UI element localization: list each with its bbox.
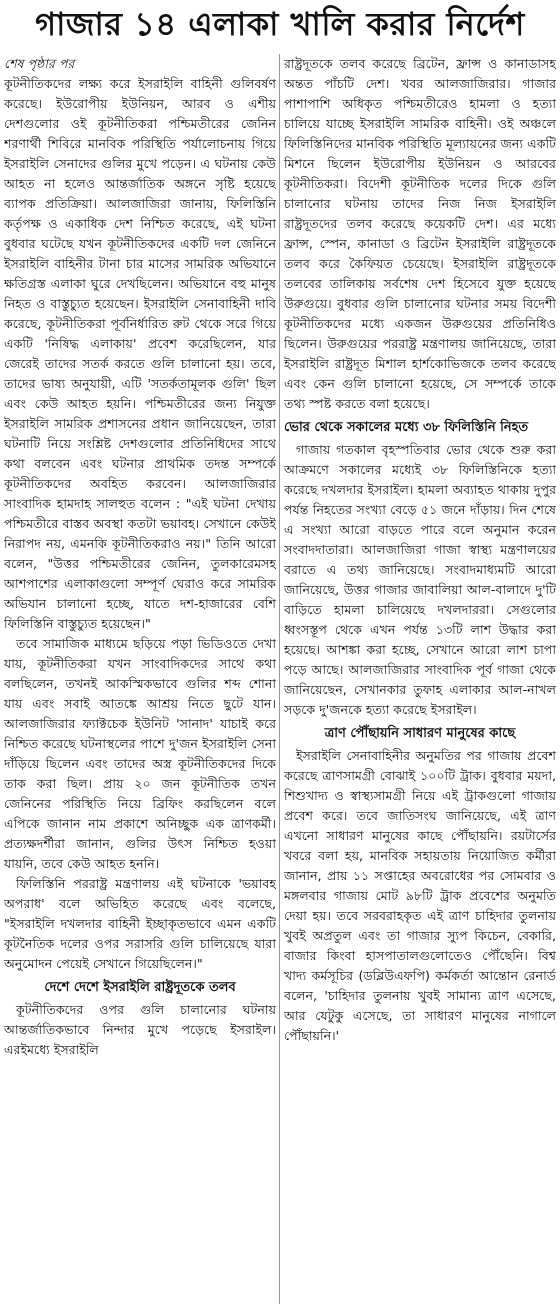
kicker: শেষ পৃষ্ঠার পর <box>4 56 75 71</box>
column-divider <box>279 54 280 1304</box>
subheading-aid-not-reached: ত্রাণ পৌঁছায়নি সাধারণ মানুষের কাছে <box>324 726 516 741</box>
article-paragraph: তবে সামাজিক মাধ্যমে ছড়িয়ে পড়া ভিডিওতে দেখা যায়, কূটনীতিকরা যখন সাংবাদিকদের সাথে কথা বলছিলেন, তখনই আকস্মিকভাবে গুলির শব্দ শোনা যায় এবং সবাই আতঙ্কে আশ্রয় নিতে ছুটে যান। আলজাজিরার ফ্যাক্টচেক ইউনিট 'সানাদ' যাচাই করে নিশ্চিত করেছে ঘটনাস্থলের পাশে দু'জন ইসরাইলি সেনা দাঁড়িয়ে ছিলেন এবং তাদের অস্ত্র কূটনীতিকদের দিকে তাক করা ছিল। প্রায় ২০ জন কূটনীতিক তখন জেনিনের পরিস্থিতি নিয়ে ব্রিফিং করছিলেন বলে এপিকে জানান নাম প্রকাশে অনিচ্ছুক এক ত্রাণকর্মী। প্রত্যক্ষদর্শীরা জানান, গুলির উৎস নিশ্চিত হওয়া যায়নি, তবে কেউ আহত হননি। <box>4 636 276 871</box>
article-paragraph: কূটনীতিকদের লক্ষ্য করে ইসরাইলি বাহিনী গুলিবর্ষণ করেছে। ইউরোপীয় ইউনিয়ন, আরব ও এশীয় দেশগুলোর ওই কূটনীতিকরা পশ্চিমতীরের জেনিন শরণার্থী শিবিরে মানবিক পরিস্থিতি পর্যালোচনায় গিয়ে ইসরাইলি সেনাদের গুলির মুখে পড়েন। এ ঘটনায় কেউ আহত না হলেও আন্তর্জাতিক অঙ্গনে সৃষ্টি হয়েছে ব্যাপক প্রতিক্রিয়া। আলজাজিরা জানায়, ফিলিস্তিনি কর্তৃপক্ষ ও একাধিক দেশ নিশ্চিত করেছে, এই ঘটনা বুধবার ঘটেছে যখন কূটনীতিকদের একটি দল জেনিনে ইসরাইলি বাহিনীর টানা চার মাসের সামরিক অভিযানে ক্ষতিগ্রস্ত এলাকা ঘুরে দেখছিলেন। অভিযানে বহু মানুষ নিহত ও বাস্তুচ্যুত হয়েছেন। ইসরাইলি সেনাবাহিনী দাবি করেছে, কূটনীতিকরা পূর্বনির্ধারিত রুট থেকে সরে গিয়ে একটি 'নিষিদ্ধ এলাকায়' প্রবেশ করেছিলেন, যার জেরেই তাদের সতর্ক করতে গুলি চালানো হয়। তবে, তাদের ভাষ্য অনুযায়ী, এটি 'সতর্কতামূলক গুলি' ছিল এবং কেউ আহত হয়নি। পশ্চিমতীরের জন্য নিযুক্ত ইসরাইলি সামরিক প্রশাসনের প্রধান জানিয়েছেন, তারা ঘটনাটি নিয়ে সংশ্লিষ্ট দেশগুলোর প্রতিনিধিদের সাথে কথা বলবেন এবং ঘটনার প্রাথমিক তদন্ত সম্পর্কে কূটনীতিকদের অবহিত করবেন। আলজাজিরার সাংবাদিক হামদাহ সালহুত বলেন : "এই ঘটনা দেখায় পশ্চিমতীরে বাস্তব অবস্থা কতটা ভয়াবহ। সেখানে কেউই নিরাপদ নয়, এমনকি কূটনীতিকরাও নয়।" তিনি আরো বলেন, "উত্তর পশ্চিমতীরের জেনিন, তুলকারেমসহ আশপাশের এলাকাগুলো সম্পূর্ণ ঘেরাও করে সামরিক অভিযান চালানো হচ্ছে, যাতে দশ-হাজারের বেশি ফিলিস্তিনি বাস্তুচ্যুত হয়েছেন।" <box>4 76 276 631</box>
article-paragraph: রাষ্ট্রদূতকে তলব করেছে ব্রিটেন, ফ্রান্স ও কানাডাসহ অন্তত পাঁচটি দেশ। খবর আলজাজিরার। গাজার পাশাপাশি অধিকৃত পশ্চিমতীরেও হামলা ও হত্যা চালিয়ে যাচ্ছে ইসরাইলি সামরিক বাহিনী। ওই অঞ্চলে ফিলিস্তিনিদের মানবিক পরিস্থিতি মূল্যায়নের জন্য একটি মিশনে ছিলেন ইউরোপীয় ইউনিয়ন ও আরবের কূটনীতিকরা। বিদেশী কূটনীতিক দলের দিকে গুলি চালানোর ঘটনায় তাদের নিজ নিজ ইসরাইলি রাষ্ট্রদূতদের তলব করেছে কয়েকটি দেশ। এর মধ্যে ফ্রান্স, স্পেন, কানাডা ও ব্রিটেন ইসরাইলি রাষ্ট্রদূতকে তলব করে কৈফিয়ত চেয়েছে। ইসরাইলি রাষ্ট্রদূতকে তলবের তালিকায় সর্বশেষ দেশ হিসেবে যুক্ত হয়েছে উরুগুয়ে। বুধবার গুলি চালানোর ঘটনার সময় বিদেশী কূটনীতিকদের মধ্যে একজন উরুগুয়ের প্রতিনিধিও ছিলেন। উরুগুয়ের পররাষ্ট্র মন্ত্রণালয় জানিয়েছে, তারা ইসরাইলি রাষ্ট্রদূত মিশাল হার্শকোভিজকে তলব করেছে এবং কেন গুলি চালানো হয়েছে, সে সম্পর্কে তাকে তথ্য স্পষ্ট করতে বলা হয়েছে। <box>284 56 556 411</box>
article-paragraph: গাজায় গতকাল বৃহস্পতিবার ভোর থেকে শুরু করা আক্রমণে সকালের মধ্যেই ৩৮ ফিলিস্তিনিকে হত্যা করেছে দখলদার ইসরাইল। হামলা অব্যাহত থাকায় দুপুর পর্যন্ত নিহতের সংখ্যা বেড়ে ৫১ জনে দাঁড়ায়। দিন শেষে এ সংখ্যা আরো বাড়তে পারে বলে অনুমান করেন সংবাদদাতারা। আলজাজিরা গাজা স্বাস্থ্য মন্ত্রণালয়ের বরাতে এ তথ্য জানিয়েছে। সংবাদমাধ্যমটি আরো জানিয়েছে, উত্তর গাজার জাবালিয়া আল-বালাদে দু'টি বাড়িতে হামলা চালিয়েছে দখলদাররা। সেগুলোর ধ্বংসস্তূপ থেকে এখন পর্যন্ত ১৩টি লাশ উদ্ধার করা হয়েছে। আশঙ্কা করা হচ্ছে, সেখানে আরো লাশ চাপা পড়ে আছে। আলজাজিরার সাংবাদিক পূর্ব গাজা থেকে জানিয়েছেন, সেখানকার তুফাহ এলাকার আল-নাখল সড়কে দু'জনকে হত্যা করেছে ইসরাইল। <box>284 442 556 717</box>
article-paragraph: ইসরাইলি সেনাবাহিনীর অনুমতির পর গাজায় প্রবেশ করেছে ত্রাণসামগ্রী বোঝাই ১০০টি ট্রাক। বুধবার ময়দা, শিশুখাদ্য ও স্বাস্থ্যসামগ্রী নিয়ে এই ট্রাকগুলো গাজায় প্রবেশ করে। তবে জাতিসংঘ জানিয়েছে, এই ত্রাণ এখনো সাধারণ মানুষের কাছে পৌঁছায়নি। রয়টার্সের খবরে বলা হয়, মানবিক সহায়তায় নিয়োজিত কর্মীরা জানান, প্রায় ১১ সপ্তাহের অবরোধের পর সোমবার ও মঙ্গলবার গাজায় মোট ৯৮টি ট্রাক প্রবেশের অনুমতি দেয়া হয়। তবে সরবরাহকৃত এই ত্রাণ চাহিদার তুলনায় খুবই অপ্রতুল এবং তা গাজার স্যুপ কিচেন, বেকারি, বাজার কিংবা হাসপাতালগুলোতেও পৌঁছেনি। বিশ্ব খাদ্য কর্মসূচির (ডব্লিউএফপি) কর্মকর্তা আন্তোন রেনার্ড বলেন, 'চাহিদার তুলনায় খুবই সামান্য ত্রাণ এসেছে, আর যেটুকু এসেছে, তা সাধারণ মানুষের নাগালে পৌঁছায়নি।' <box>284 748 556 1043</box>
article-paragraph: কূটনীতিকদের ওপর গুলি চালানোর ঘটনায় আন্তর্জাতিকভাবে নিন্দার মুখে পড়েছে ইসরাইল। এরইমধ্যে ইসরাইলি <box>4 1002 276 1057</box>
subheading-38-killed: ভোর থেকে সকালের মধ্যে ৩৮ ফিলিস্তিনি নিহত <box>284 420 529 435</box>
subheading-envoys-summoned: দেশে দেশে ইসরাইলি রাষ্ট্রদূতকে তলব <box>44 980 236 995</box>
left-column <box>4 54 276 1304</box>
headline: গাজার ১৪ এলাকা খালি করার নির্দেশ <box>35 5 525 43</box>
article-paragraph: ফিলিস্তিনি পররাষ্ট্র মন্ত্রণালয় এই ঘটনাকে 'ভয়াবহ অপরাধ' বলে অভিহিত করেছে এবং বলেছে, "ইসরাইলি দখলদার বাহিনী ইচ্ছাকৃতভাবে এমন একটি কূটনৈতিক দলের ওপর সরাসরি গুলি চালিয়েছে যারা অনুমোদন পেয়েই সেখানে গিয়েছিলেন।" <box>4 876 276 971</box>
right-column <box>284 54 556 1304</box>
